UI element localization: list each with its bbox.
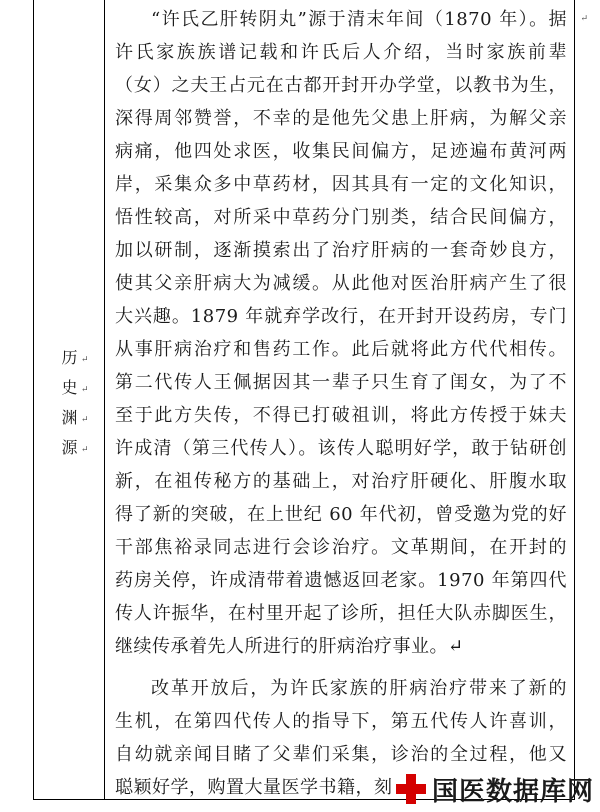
label-text (34, 343, 105, 463)
text-line: 岸，采集众多中草药材，因其具有一定的文化知识， (115, 174, 567, 195)
text-line: （女）之夫王占元在古都开封开办学堂，以教书为生， (115, 75, 567, 96)
text-line: 干部焦裕录同志进行会诊治疗。文革期间，在开封的 (115, 537, 567, 558)
content-cell (115, 0, 571, 799)
label-char: 渊 ↵ (61, 403, 77, 433)
text-line: 改革开放后，为许氏家族的肝病治疗带来了新的 (151, 678, 567, 699)
text-line: 深得周邻赞誉，不幸的是他先父患上肝病，为解父亲 (115, 108, 567, 129)
text-line: 至于此方失传，不得已打破祖训，将此方传授于妹夫 (115, 405, 567, 426)
text-line: 许氏家族族谱记载和许氏后人介绍，当时家族前辈 (115, 42, 567, 63)
text-line: 生机，在第四代传人的指导下，第五代传人许喜训， (115, 711, 567, 732)
text-line: 使其父亲肝病大为减缓。从此他对医治肝病产生了很 (115, 273, 567, 294)
watermark (390, 766, 600, 812)
text-line: 新，在祖传秘方的基础上，对治疗肝硬化、肝腹水取 (115, 471, 567, 492)
text-line: 自幼就亲闻目睹了父辈们采集，诊治的全过程，他又 (115, 744, 567, 765)
text-line: 许成清（第三代传人）。该传人聪明好学，敢于钻研创 (115, 438, 567, 459)
text-line: 继续传承着先人所进行的肝病治疗事业。↵ (115, 636, 464, 657)
label-char: 史 ↵ (61, 373, 77, 403)
text-line: 第二代传人王佩据因其一辈子只生育了闺女，为了不 (115, 372, 567, 393)
label-char: 历 ↵ (61, 343, 77, 373)
paragraph-mark-icon: ↵ (580, 14, 588, 24)
red-cross-icon (396, 774, 426, 804)
text-line: 病痛，他四处求医，收集民间偏方，足迹遍布黄河两 (115, 141, 567, 162)
text-line: 悟性较高，对所采中草药分门别类，结合民间偏方， (115, 207, 567, 228)
text-line: 大兴趣。1879 年就弃学改行，在开封开设药房，专门 (115, 306, 567, 327)
watermark-text: 国医数据库网 (431, 776, 594, 807)
text-line: 从事肝病治疗和售药工作。此后就将此方代代相传。 (115, 339, 567, 360)
text-line: 得了新的突破，在上世纪 60 年代初，曾受邀为党的好 (115, 504, 567, 525)
text-line: “许氏乙肝转阴丸”源于清末年间（1870 年）。据 (151, 9, 567, 30)
text-line: 传人许振华，在村里开起了诊所，担任大队赤脚医生， (115, 603, 567, 624)
text-line: 药房关停，许成清带着遗憾返回老家。1970 年第四代 (115, 570, 567, 591)
history-table (33, 0, 588, 800)
label-char: 源 ↵ (61, 433, 77, 463)
text-line: 聪颖好学，购置大量医学书籍，刻 (115, 777, 393, 798)
label-cell (34, 0, 105, 799)
text-line: 加以研制，逐渐摸索出了治疗肝病的一套奇妙良方， (115, 240, 567, 261)
